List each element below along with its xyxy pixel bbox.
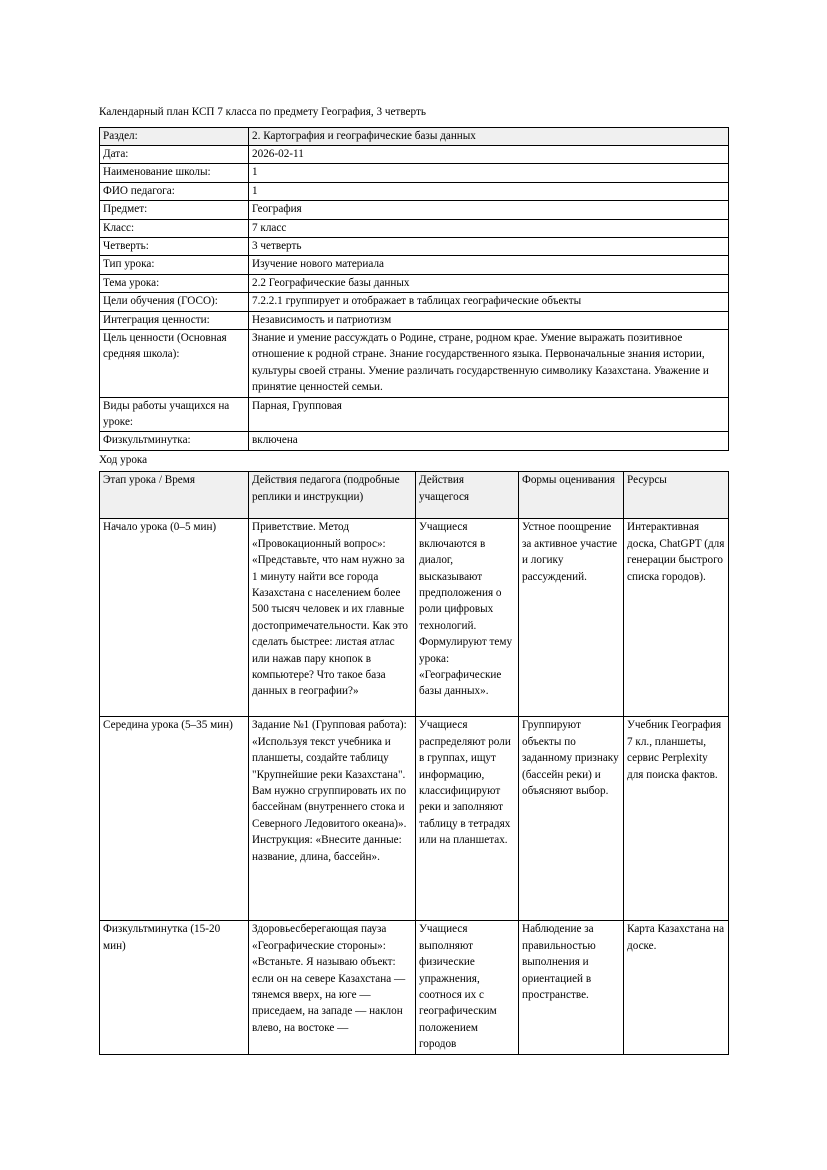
table-row [100, 145, 729, 163]
table-row [100, 519, 729, 717]
info-row-label: Раздел: [100, 127, 249, 145]
page-title: Календарный план КСП 7 класса по предмету География, 3 четверть [99, 106, 426, 118]
info-row-label: Цели обучения (ГОСО): [100, 293, 249, 311]
info-row-label: Цель ценности (Основная средняя школа): [100, 329, 249, 397]
column-header: Этап урока / Время [100, 472, 249, 519]
stage-cell: Начало урока (0–5 мин) [100, 519, 249, 717]
table-row [100, 921, 729, 1054]
table-row [100, 201, 729, 219]
teacher-actions-cell: Здоровьесберегающая пауза «Географические стороны»: «Встаньте. Я называю объект: если он на севере Казахстана — тянемся вверх, на юге — приседаем, на западе — наклон влево, на востоке — [249, 921, 416, 1054]
column-header: Действия педагога (подробные реплики и инструкции) [249, 472, 416, 519]
student-actions-cell: Учащиеся выполняют физические упражнения, соотнося их с географическим положением городов [416, 921, 519, 1054]
student-actions-cell: Учащиеся включаются в диалог, высказывают предположения о роли цифровых технологий. Формулируют тему урока: «Географические базы данных». [416, 519, 519, 717]
lesson-info-table [99, 127, 729, 451]
info-row-value: Независимость и патриотизм [249, 311, 729, 329]
info-row-label: Класс: [100, 219, 249, 237]
resources-cell: Интерактивная доска, ChatGPT (для генерации быстрого списка городов). [624, 519, 729, 717]
lesson-flow-label: Ход урока [99, 453, 148, 466]
info-row-label: Четверть: [100, 237, 249, 255]
info-row-value: Изучение нового материала [249, 256, 729, 274]
table-row [100, 182, 729, 200]
stage-cell: Середина урока (5–35 мин) [100, 717, 249, 921]
column-header: Действия учащегося [416, 472, 519, 519]
info-row-value: 7 класс [249, 219, 729, 237]
table-row [100, 256, 729, 274]
table-row [100, 329, 729, 397]
table-row [100, 237, 729, 255]
info-row-value: 1 [249, 182, 729, 200]
table-row [100, 717, 729, 921]
table-row [100, 164, 729, 182]
info-row-label: Физкультминутка: [100, 432, 249, 450]
info-row-value: включена [249, 432, 729, 450]
document-page [99, 104, 728, 1055]
table-row [100, 293, 729, 311]
info-row-value: География [249, 201, 729, 219]
info-row-label: Тема урока: [100, 274, 249, 292]
info-row-value: 2. Картография и географические базы данных [249, 127, 729, 145]
info-row-value: 7.2.2.1 группирует и отображает в таблицах географические объекты [249, 293, 729, 311]
table-row [100, 432, 729, 450]
student-actions-cell: Учащиеся распределяют роли в группах, ищут информацию, классифицируют реки и заполняют таблицу в тетрадях или на планшетах. [416, 717, 519, 921]
info-row-label: ФИО педагога: [100, 182, 249, 200]
table-row [100, 127, 729, 145]
lesson-info-body [100, 127, 729, 450]
teacher-actions-cell: Приветствие. Метод «Провокационный вопрос»: «Представьте, что нам нужно за 1 минуту найти все города Казахстана с населением более 500 тысяч человек и их главные достопримечательности. Как это сделать быстрее: листая атлас или нажав пару кнопок в компьютере? Что такое база данных в географии?» [249, 519, 416, 717]
info-row-label: Интеграция ценности: [100, 311, 249, 329]
assessment-cell: Наблюдение за правильностью выполнения и ориентацией в пространстве. [519, 921, 624, 1054]
table-header-row [100, 472, 729, 519]
info-row-value: Парная, Групповая [249, 397, 729, 432]
teacher-actions-cell: Задание №1 (Групповая работа): «Используя текст учебника и планшеты, создайте таблицу "Крупнейшие реки Казахстана". Вам нужно сгруппировать их по бассейнам (внутреннего стока и Северного Ледовитого океана)». Инструкция: «Внесите данные: название, длина, бассейн». [249, 717, 416, 921]
table-row [100, 311, 729, 329]
table-row [100, 219, 729, 237]
lesson-flow-header [100, 472, 729, 519]
info-row-label: Наименование школы: [100, 164, 249, 182]
column-header: Формы оценивания [519, 472, 624, 519]
table-row [100, 397, 729, 432]
resources-cell: Карта Казахстана на доске. [624, 921, 729, 1054]
column-header: Ресурсы [624, 472, 729, 519]
lesson-flow-table [99, 471, 729, 1054]
info-row-label: Виды работы учащихся на уроке: [100, 397, 249, 432]
info-row-value: 2026-02-11 [249, 145, 729, 163]
table-row [100, 274, 729, 292]
info-row-value: 1 [249, 164, 729, 182]
info-row-label: Предмет: [100, 201, 249, 219]
assessment-cell: Группируют объекты по заданному признаку (бассейн реки) и объясняют выбор. [519, 717, 624, 921]
lesson-flow-body [100, 519, 729, 1054]
stage-cell: Физкультминутка (15-20 мин) [100, 921, 249, 1054]
info-row-label: Тип урока: [100, 256, 249, 274]
info-row-label: Дата: [100, 145, 249, 163]
info-row-value: 2.2 Географические базы данных [249, 274, 729, 292]
resources-cell: Учебник География 7 кл., планшеты, сервис Perplexity для поиска фактов. [624, 717, 729, 921]
info-row-value: 3 четверть [249, 237, 729, 255]
assessment-cell: Устное поощрение за активное участие и логику рассуждений. [519, 519, 624, 717]
info-row-value: Знание и умение рассуждать о Родине, стране, родном крае. Умение выражать позитивное отношение к родной стране. Знание государственного языка. Первоначальные знания истории, культуры своей страны. Умение различать государственную символику Казахстана. Уважение и принятие ценностей семьи. [249, 329, 729, 397]
